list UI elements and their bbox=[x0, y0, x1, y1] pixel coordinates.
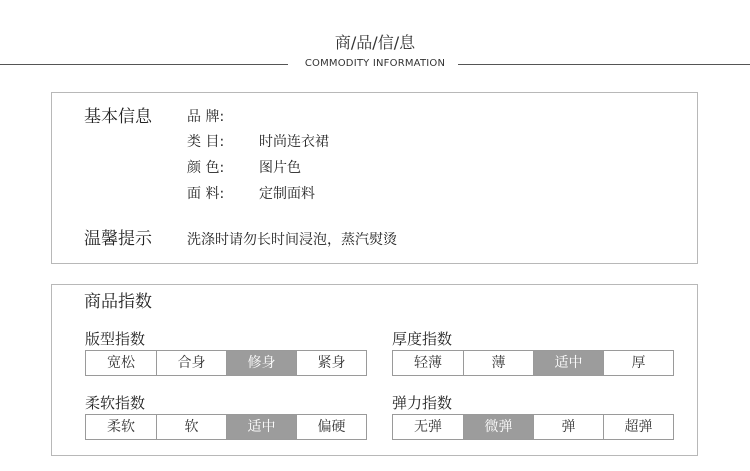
info-value-color: 图片色 bbox=[259, 160, 301, 176]
elasticity-index-title: 弹力指数 bbox=[392, 394, 453, 412]
basic-info-panel bbox=[51, 92, 698, 264]
softness-index-scale bbox=[85, 414, 367, 440]
softness-option[interactable]: 偏硬 bbox=[296, 415, 366, 439]
header-line-right bbox=[458, 64, 750, 65]
elasticity-option[interactable]: 超弹 bbox=[603, 415, 673, 439]
tip-title: 温馨提示 bbox=[84, 229, 152, 249]
info-label-color: 颜 色: bbox=[187, 160, 225, 176]
thickness-option[interactable]: 薄 bbox=[463, 351, 533, 375]
thickness-index-scale bbox=[392, 350, 674, 376]
info-label-brand: 品 牌: bbox=[187, 109, 225, 125]
page-subtitle: COMMODITY INFORMATION bbox=[304, 58, 446, 69]
info-value-fabric: 定制面料 bbox=[259, 186, 315, 202]
fit-index-scale bbox=[85, 350, 367, 376]
elasticity-index-scale bbox=[392, 414, 674, 440]
fit-index-title: 版型指数 bbox=[85, 330, 146, 348]
elasticity-option[interactable]: 无弹 bbox=[393, 415, 463, 439]
elasticity-option[interactable]: 弹 bbox=[533, 415, 603, 439]
tip-text: 洗涤时请勿长时间浸泡，蒸汽熨烫 bbox=[187, 232, 397, 248]
product-index-title: 商品指数 bbox=[84, 292, 152, 312]
fit-option[interactable]: 宽松 bbox=[86, 351, 156, 375]
thickness-index-title: 厚度指数 bbox=[392, 330, 453, 348]
info-label-fabric: 面 料: bbox=[187, 186, 225, 202]
fit-option[interactable]: 合身 bbox=[156, 351, 226, 375]
thickness-option[interactable]: 轻薄 bbox=[393, 351, 463, 375]
fit-option[interactable]: 修身 bbox=[226, 351, 296, 375]
softness-option[interactable]: 适中 bbox=[226, 415, 296, 439]
softness-option[interactable]: 柔软 bbox=[86, 415, 156, 439]
info-label-category: 类 目: bbox=[187, 134, 225, 150]
softness-option[interactable]: 软 bbox=[156, 415, 226, 439]
fit-option[interactable]: 紧身 bbox=[296, 351, 366, 375]
info-value-category: 时尚连衣裙 bbox=[259, 134, 329, 150]
product-index-panel bbox=[51, 284, 698, 456]
thickness-option[interactable]: 适中 bbox=[533, 351, 603, 375]
softness-index-title: 柔软指数 bbox=[85, 394, 146, 412]
thickness-option[interactable]: 厚 bbox=[603, 351, 673, 375]
basic-info-title: 基本信息 bbox=[84, 107, 152, 127]
elasticity-option[interactable]: 微弹 bbox=[463, 415, 533, 439]
page-title: 商/品/信/息 bbox=[334, 33, 416, 52]
